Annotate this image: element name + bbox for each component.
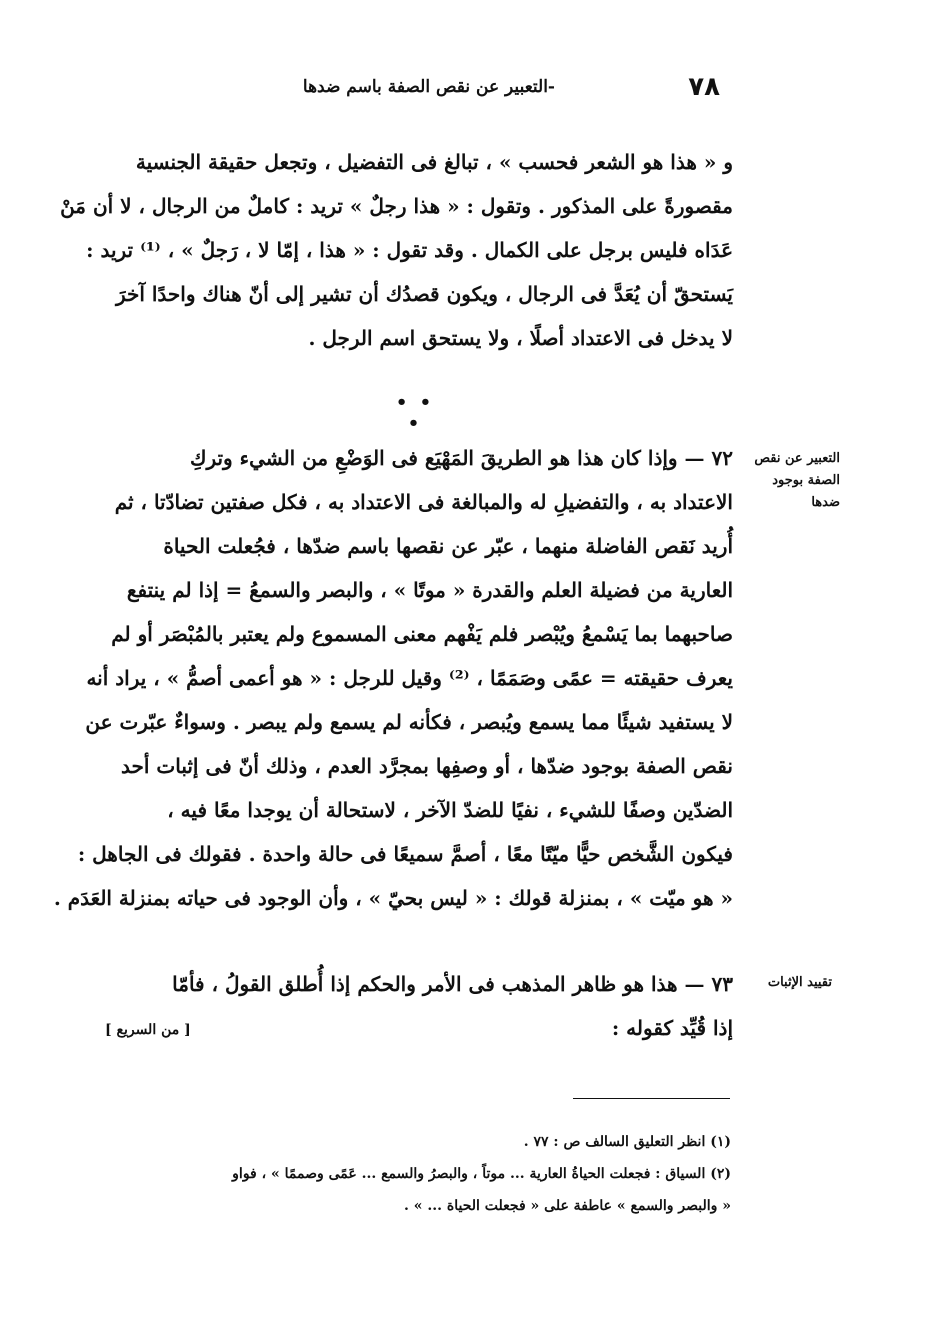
text-line: صاحبهما بما يَسْمعُ ويُبْصر فلم يَفْهم معنى المسموع ولم يعتبر بالمُبْصَر أو لم (111, 622, 733, 646)
footnote-line: (١) انظر التعليق السالف ص : ٧٧ . (523, 1134, 731, 1150)
section-73-paragraph (103, 962, 733, 1050)
text-line: ٧٢ — وإذا كان هذا هو الطريقَ المَهْيَع فى الوَضْعِ من الشيء وتركِ (189, 446, 733, 470)
paragraph-1 (60, 140, 733, 360)
text-line: مقصورةً على المذكور . وتقول : « هذا رجلٌ » تريد : كاملٌ من الرجال ، لا أن مَنْ (60, 194, 733, 218)
text-line: إذا قُيِّد كقوله : (611, 1016, 733, 1040)
text-line: و « هذا هو الشعر فحسب » ، تبالغ فى التفضيل ، وتجعل حقيقة الجنسية (135, 150, 733, 174)
footnote-line: (٢) السياق : فجعلت الحياةُ العارية ... موتاً ، والبصرُ والسمع ... عَمًى وصممًا » ، فواو (232, 1166, 731, 1182)
poetic-meter-label: [ من السريع ] (105, 1022, 191, 1038)
footnote-divider (573, 1098, 730, 1099)
margin-note-section-72: التعبير عن نقص الصفة بوجود ضدها (754, 451, 840, 510)
text-line: ٧٣ — هذا هو ظاهر المذهب فى الأمر والحكم إذا أُطلق القولُ ، فأمّا (172, 972, 733, 996)
text-line: يَستحقّ أن يُعَدَّ فى الرجال ، ويكون قصدُك أن تشير إلى أنّ هناك واحدًا آخرَ (115, 282, 733, 306)
text-line: عَدَاه فليس برجل على الكمال . وقد تقول : « هذا ، إمّا لا ، رَجلٌ » ، ⁽¹⁾ تريد : (86, 238, 733, 262)
text-line: العارية من فضيلة العلم والقدرة « موتًا » ، والبصر والسمعُ = إذا لم ينتفع (126, 578, 733, 602)
text-line: « هو ميّت » ، بمنزلة قولك : « ليس بحيّ » ، وأن الوجود فى حياته بمنزلة العَدَم . (53, 886, 733, 910)
text-line: يعرف حقيقته = عمًى وصَمَمًا ، ⁽²⁾ وقيل للرجل : « هو أعمى أصمُّ » ، يراد أنه (86, 666, 733, 690)
footnote-line: « والبصر والسمع » عاطفة على « فجعلت الحياة ... » . (404, 1198, 731, 1214)
text-line: لا يستفيد شيئًا مما يسمع ويُبصر ، فكأنه لم يسمع ولم يبصر . وسواءٌ عبّرت عن (85, 710, 733, 734)
page-number: ٧٨ (688, 72, 720, 102)
text-line: نقص الصفة بوجود ضدّها ، أو وصفِها بمجرَّد العدم ، وذلك أنّ فى إثبات أحد (121, 754, 733, 778)
page-header (140, 70, 720, 104)
margin-note-section-73: تقييد الإثبات (767, 975, 832, 990)
text-line: أُريد نَقص الفاضلة منهما ، عبّر عن نقصها باسم ضدّها ، فجُعلت الحياة (163, 534, 733, 558)
section-separator: • • • (395, 392, 435, 434)
footnotes (103, 1126, 731, 1222)
text-line: فيكون الشَّخص حيًّا ميّتًا معًا ، أصمَّ سميعًا فى حالة واحدة . فقولك فى الجاهل : (77, 842, 733, 866)
running-title: -التعبير عن نقص الصفة باسم ضدها (302, 77, 555, 97)
text-line: الاعتداد به ، والتفضيلِ له والمبالغة فى الاعتداد به ، فكل صفتين تضادّتا ، ثم (114, 490, 733, 514)
text-line: الضدّين وصفًا للشيء ، نفيًا للضدّ الآخر ، لاستحالة أن يوجدا معًا فيه ، (167, 798, 733, 822)
text-line: لا يدخل فى الاعتداد أصلًا ، ولا يستحق اسم الرجل . (308, 326, 733, 350)
section-72-paragraph (53, 436, 733, 920)
